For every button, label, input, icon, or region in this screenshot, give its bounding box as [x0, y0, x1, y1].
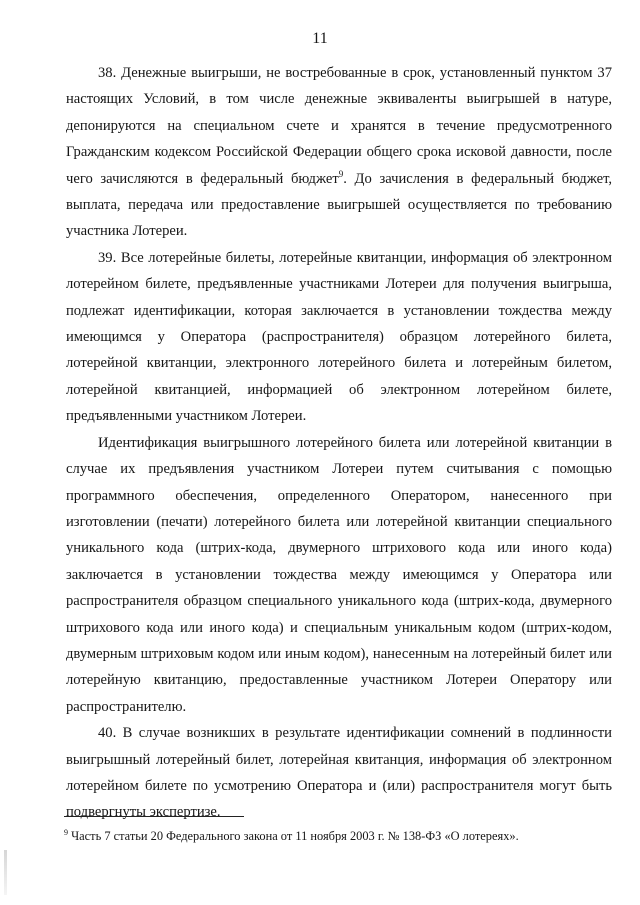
- paragraph-38-text: 38. Денежные выигрыши, не востребованные в срок, установленный пунктом 37 настоящих Условий, в том числе денежные эквиваленты выигрышей в натуре, депонируются на специальном счете и хранятся в течение предусмотренного Гражданским кодексом Российской Федерации общего срока исковой давности, после чего зачисляются в федеральный бюджет: [66, 65, 612, 187]
- paragraph-40: 40. В случае возникших в результате идентификации сомнений в подлинности выигрышный лотерейный билет, лотерейная квитанция, информация об электронном лотерейном билете по усмотрению Оператора и (или) распространителя могут быть подвергнуты экспертизе.: [66, 725, 612, 821]
- paragraph-38-text-continued: . До зачисления в федеральный бюджет, выплата, передача или предоставление выигрышей осуществляется по требованию участника Лотереи.: [66, 170, 612, 240]
- paragraph-39: 39. Все лотерейные билеты, лотерейные квитанции, информация об электронном лотерейном билете, предъявленные участниками Лотереи для получения выигрыша, подлежат идентификации, которая заключается в установлении тождества между имеющимся у Оператора (распространителя) образцом лотерейного билета, лотерейной квитанции, электронного лотерейного билета и лотерейным билетом, лотерейной квитанцией, информацией об электронном лотерейном билете, предъявленными участником Лотереи.: [66, 249, 612, 425]
- page-number: 11: [312, 30, 328, 47]
- paragraph-39-identification: Идентификация выигрышного лотерейного билета или лотерейной квитанции в случае их предъявления участником Лотереи путем считывания с помощью программного обеспечения, определенного Оператором, нанесенного при изготовлении (печати) лотерейного билета или лотерейной квитанции специального уникального кода (штрих-кода, двумерного штрихового кода или иного кода) заключается в установлении тождества между имеющимся у Оператора или распространителя образцом специального уникального кода (штрих-кода, двумерного штрихового кода или иного кода) и специальным уникальным кодом (штрих-кодом, двумерным штриховым кодом или иным кодом), нанесенным на лотерейный билет или лотерейную квитанцию, предоставленные участником Лотереи Оператору или распространителю.: [66, 434, 612, 715]
- footnote-text: Часть 7 статьи 20 Федерального закона от 11 ноября 2003 г. № 138-ФЗ «О лотереях».: [68, 829, 519, 843]
- paragraph-38: [66, 60, 612, 245]
- document-body: [66, 60, 612, 826]
- footnote-marker: 9: [64, 827, 68, 837]
- footnote-reference: 9: [338, 168, 344, 179]
- footnote: [64, 828, 610, 844]
- scan-edge-mark: [4, 850, 7, 895]
- footnote-separator: [64, 816, 244, 817]
